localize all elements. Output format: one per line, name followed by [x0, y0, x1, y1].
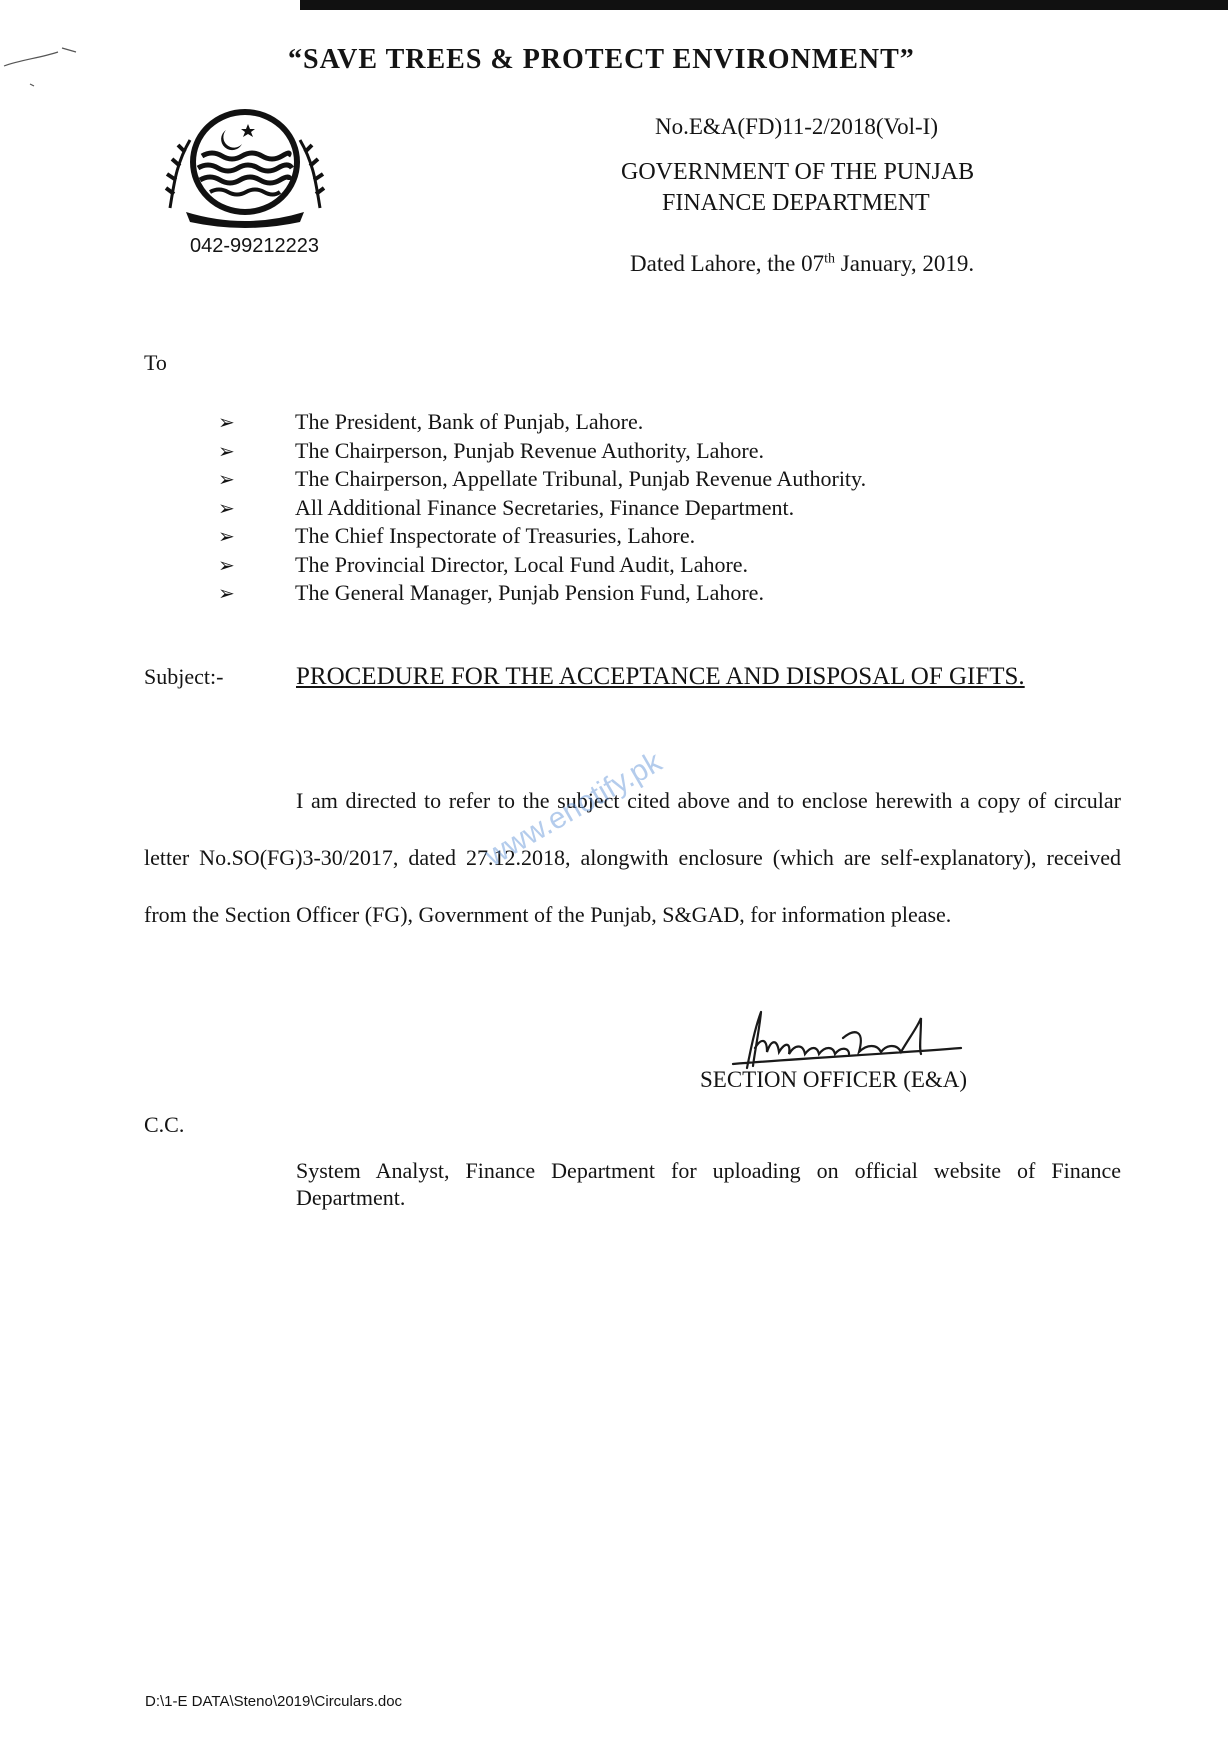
recipient-text: The General Manager, Punjab Pension Fund, Lahore. [295, 580, 764, 606]
arrow-bullet-icon: ➢ [218, 552, 235, 577]
subject-text: PROCEDURE FOR THE ACCEPTANCE AND DISPOSAL OF GIFTS. [296, 663, 1025, 690]
cc-recipient-text: System Analyst, Finance Department for uploading on official website of Finance Department. [296, 1158, 1121, 1210]
handwritten-signature [725, 1008, 965, 1072]
letter-date [630, 251, 974, 277]
document-file-path: D:\1-E DATA\Steno\2019\Circulars.doc [145, 1693, 403, 1710]
arrow-bullet-icon: ➢ [218, 438, 235, 463]
date-ordinal-suffix: th [824, 251, 836, 267]
recipient-text: The President, Bank of Punjab, Lahore. [295, 409, 644, 435]
subject-label: Subject:- [144, 664, 224, 689]
department-name: FINANCE DEPARTMENT [662, 190, 930, 216]
signatory-title: SECTION OFFICER (E&A) [700, 1067, 968, 1092]
recipient-item [218, 494, 866, 523]
government-name: GOVERNMENT OF THE PUNJAB [621, 159, 975, 185]
date-suffix: January, 2019. [835, 251, 975, 276]
recipient-item [218, 408, 866, 437]
arrow-bullet-icon: ➢ [218, 524, 235, 549]
date-prefix: Dated Lahore, the 07 [630, 251, 825, 276]
recipient-text: The Chairperson, Appellate Tribunal, Punjab Revenue Authority. [295, 466, 867, 492]
punjab-government-emblem-icon [160, 104, 330, 232]
margin-scribble [0, 30, 100, 110]
to-label: To [144, 350, 167, 375]
letter-body: I am directed to refer to the subject cited above and to enclose herewith a copy of circular letter No.SO(FG)3-30/2017, dated 27.12.2018, alongwith enclosure (which are self-explanatory), received from the Section Officer (FG), Government of the Punjab, S&GAD, for information please. [144, 788, 1121, 927]
arrow-bullet-icon: ➢ [218, 581, 235, 606]
recipient-text: The Provincial Director, Local Fund Audit, Lahore. [295, 551, 749, 577]
arrow-bullet-icon: ➢ [218, 410, 235, 435]
website-watermark: www.enotify.pk [479, 745, 668, 873]
scan-top-edge [300, 0, 1228, 10]
recipient-list [218, 408, 866, 608]
recipient-item [218, 437, 866, 466]
arrow-bullet-icon: ➢ [218, 467, 235, 492]
recipient-item [218, 579, 866, 608]
recipient-item [218, 522, 866, 551]
arrow-bullet-icon: ➢ [218, 495, 235, 520]
recipient-item [218, 465, 866, 494]
recipient-text: The Chairperson, Punjab Revenue Authority, Lahore. [295, 437, 765, 463]
recipient-text: All Additional Finance Secretaries, Finance Department. [295, 494, 795, 520]
recipient-item [218, 551, 866, 580]
letter-reference-number: No.E&A(FD)11-2/2018(Vol-I) [655, 114, 938, 139]
slogan-heading: “SAVE TREES & PROTECT ENVIRONMENT” [288, 44, 915, 75]
recipient-text: The Chief Inspectorate of Treasuries, Lahore. [295, 523, 696, 549]
cc-label: C.C. [144, 1112, 185, 1137]
office-phone-number: 042-99212223 [190, 235, 320, 257]
